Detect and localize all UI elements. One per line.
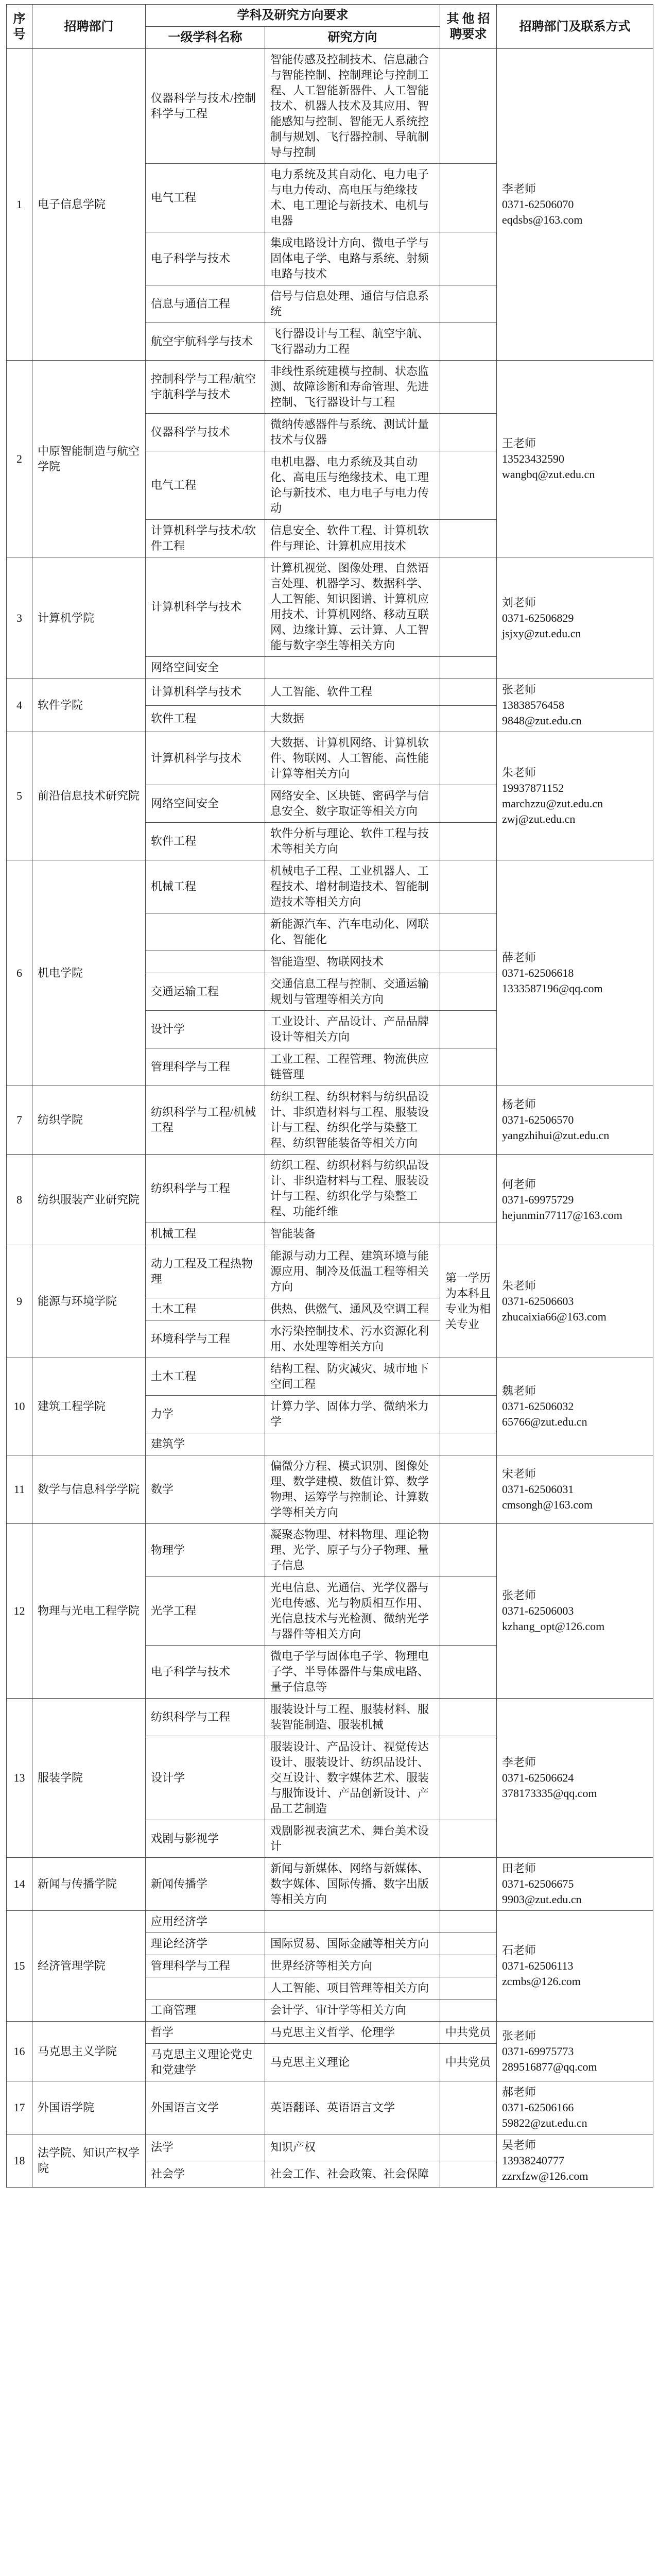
research-direction: 计算机视觉、图像处理、自然语言处理、机器学习、数据科学、人工智能、知识图谱、计算机应用技术、计算机网络、移动互联网、边缘计算、云计算、人工智能与数字孪生等相关方向 xyxy=(265,557,440,657)
contact-info xyxy=(497,1455,653,1524)
unit-name: 前沿信息技术研究院 xyxy=(32,732,146,860)
research-direction: 非线性系统建模与控制、状态监测、故障诊断和寿命管理、先进控制、飞行器设计与工程 xyxy=(265,361,440,414)
unit-number: 6 xyxy=(7,860,32,1086)
contact-info xyxy=(497,1155,653,1245)
other-requirement xyxy=(440,1577,497,1646)
other-requirement xyxy=(440,732,497,785)
research-direction: 智能装备 xyxy=(265,1223,440,1245)
contact-person: 薛老师 xyxy=(502,951,536,964)
other-requirement xyxy=(440,785,497,823)
table-row xyxy=(7,732,653,785)
contact-line: 0371-62506618 xyxy=(502,966,574,979)
research-direction: 人工智能、项目管理等相关方向 xyxy=(265,1977,440,1999)
discipline-name xyxy=(146,913,265,951)
contact-info xyxy=(497,2134,653,2188)
contact-line: zhucaixia66@163.com xyxy=(502,1310,606,1323)
other-requirement xyxy=(440,705,497,732)
research-direction: 信号与信息处理、通信与信息系统 xyxy=(265,285,440,323)
other-requirement: 中共党员 xyxy=(440,2022,497,2044)
discipline-name: 仪器科学与技术/控制科学与工程 xyxy=(146,49,265,164)
unit-name: 机电学院 xyxy=(32,860,146,1086)
discipline-name: 力学 xyxy=(146,1396,265,1433)
unit-name: 计算机学院 xyxy=(32,557,146,679)
discipline-name: 马克思主义理论党史和党建学 xyxy=(146,2044,265,2081)
contact-line: 0371-62506113 xyxy=(502,1959,574,1972)
research-direction: 纺织工程、纺织材料与纺织品设计、非织造材料与工程、服装设计与工程、纺织化学与染整工程、纺织智能装备等相关方向 xyxy=(265,1086,440,1155)
research-direction: 计算力学、固体力学、微纳米力学 xyxy=(265,1396,440,1433)
other-requirement xyxy=(440,1396,497,1433)
other-requirement xyxy=(440,913,497,951)
other-requirement xyxy=(440,1736,497,1820)
contact-line: 0371-62506031 xyxy=(502,1483,574,1496)
table-row xyxy=(7,1858,653,1911)
discipline-name: 网络空间安全 xyxy=(146,657,265,679)
unit-name: 纺织学院 xyxy=(32,1086,146,1155)
contact-line: 0371-62506070 xyxy=(502,198,574,211)
contact-line: 0371-69975729 xyxy=(502,1193,574,1206)
discipline-name: 建筑学 xyxy=(146,1433,265,1455)
contact-person: 朱老师 xyxy=(502,766,536,779)
research-direction: 能源与动力工程、建筑环境与能源应用、制冷及低温工程等相关方向 xyxy=(265,1245,440,1298)
contact-line: 289516877@qq.com xyxy=(502,2060,597,2073)
research-direction: 偏微分方程、模式识别、图像处理、数学建模、数值计算、数学物理、运筹学与控制论、计算数学等相关方向 xyxy=(265,1455,440,1524)
discipline-name: 管理科学与工程 xyxy=(146,1955,265,1977)
header-no: 序号 xyxy=(7,5,32,49)
discipline-name: 理论经济学 xyxy=(146,1933,265,1955)
discipline-name: 计算机科学与技术 xyxy=(146,557,265,657)
contact-info xyxy=(497,2022,653,2081)
discipline-name: 纺织科学与工程 xyxy=(146,1155,265,1223)
discipline-name: 土木工程 xyxy=(146,1358,265,1396)
research-direction: 会计学、审计学等相关方向 xyxy=(265,1999,440,2022)
research-direction: 集成电路设计方向、微电子学与固体电子学、电路与系统、射频电路与技术 xyxy=(265,232,440,285)
other-requirement xyxy=(440,1977,497,1999)
unit-name: 外国语学院 xyxy=(32,2081,146,2134)
discipline-name: 纺织科学与工程 xyxy=(146,1699,265,1736)
discipline-name xyxy=(146,1977,265,1999)
contact-line: 65766@zut.edu.cn xyxy=(502,1415,587,1428)
discipline-name: 软件工程 xyxy=(146,823,265,860)
contact-person: 杨老师 xyxy=(502,1098,536,1111)
contact-info xyxy=(497,1358,653,1455)
unit-number: 12 xyxy=(7,1524,32,1699)
discipline-name: 法学 xyxy=(146,2134,265,2161)
discipline-name: 电子科学与技术 xyxy=(146,232,265,285)
table-row xyxy=(7,1155,653,1223)
research-direction: 微纳传感器件与系统、测试计量技术与仪器 xyxy=(265,414,440,451)
unit-name: 服装学院 xyxy=(32,1699,146,1858)
contact-person: 李老师 xyxy=(502,182,536,195)
contact-person: 张老师 xyxy=(502,1589,536,1602)
contact-person: 张老师 xyxy=(502,683,536,696)
other-requirement xyxy=(440,1820,497,1858)
table-row xyxy=(7,1699,653,1736)
unit-name: 能源与环境学院 xyxy=(32,1245,146,1358)
table-row xyxy=(7,1524,653,1577)
discipline-name: 设计学 xyxy=(146,1736,265,1820)
unit-name: 纺织服装产业研究院 xyxy=(32,1155,146,1245)
contact-line: 59822@zut.edu.cn xyxy=(502,2116,587,2129)
research-direction: 大数据、计算机网络、计算机软件、物联网、人工智能、高性能计算等相关方向 xyxy=(265,732,440,785)
table-row xyxy=(7,2134,653,2161)
contact-line: 0371-69975773 xyxy=(502,2044,574,2058)
contact-line: 0371-62506624 xyxy=(502,1771,574,1784)
other-requirement xyxy=(440,1699,497,1736)
other-requirement xyxy=(440,232,497,285)
discipline-name xyxy=(146,951,265,973)
discipline-name: 电气工程 xyxy=(146,451,265,520)
discipline-name: 纺织科学与工程/机械工程 xyxy=(146,1086,265,1155)
header-direction: 研究方向 xyxy=(265,27,440,49)
table-row xyxy=(7,1911,653,1933)
unit-number: 16 xyxy=(7,2022,32,2081)
unit-name: 经济管理学院 xyxy=(32,1911,146,2022)
header-unit: 招聘部门 xyxy=(32,5,146,49)
contact-person: 朱老师 xyxy=(502,1279,536,1292)
other-requirement xyxy=(440,1999,497,2022)
other-requirement xyxy=(440,657,497,679)
contact-line: kzhang_opt@126.com xyxy=(502,1620,605,1633)
unit-number: 7 xyxy=(7,1086,32,1155)
discipline-name: 计算机科学与技术 xyxy=(146,679,265,706)
table-row xyxy=(7,557,653,657)
table-row xyxy=(7,361,653,414)
other-requirement xyxy=(440,679,497,706)
unit-number: 17 xyxy=(7,2081,32,2134)
discipline-name: 电子科学与技术 xyxy=(146,1646,265,1699)
research-direction: 机械电子工程、工业机器人、工程技术、增材制造技术、智能制造技术等相关方向 xyxy=(265,860,440,913)
research-direction: 服装设计与工程、服装材料、服装智能制造、服装机械 xyxy=(265,1699,440,1736)
table-row xyxy=(7,49,653,164)
other-requirement xyxy=(440,1358,497,1396)
contact-info xyxy=(497,2081,653,2134)
research-direction xyxy=(265,1911,440,1933)
contact-line: 0371-62506603 xyxy=(502,1295,574,1308)
contact-line: 0371-62506166 xyxy=(502,2101,574,2114)
contact-person: 田老师 xyxy=(502,1862,536,1875)
other-requirement xyxy=(440,557,497,657)
research-direction: 服装设计、产品设计、视觉传达设计、服装设计、纺织品设计、交互设计、数字媒体艺术、服装与服饰设计、产品创新设计、产品工艺制造 xyxy=(265,1736,440,1820)
research-direction: 社会工作、社会政策、社会保障 xyxy=(265,2161,440,2188)
contact-person: 郝老师 xyxy=(502,2086,536,2098)
research-direction: 智能传感及控制技术、信息融合与智能控制、控制理论与控制工程、人工智能新器件、人工智能技术、机器人技术及其应用、智能感知与控制、智能无人系统控制与规划、飞行器控制、导航制导与控制 xyxy=(265,49,440,164)
research-direction: 人工智能、软件工程 xyxy=(265,679,440,706)
other-requirement xyxy=(440,951,497,973)
research-direction: 微电子学与固体电子学、物理电子学、半导体器件与集成电路、量子信息等 xyxy=(265,1646,440,1699)
discipline-name: 光学工程 xyxy=(146,1577,265,1646)
contact-info xyxy=(497,1699,653,1858)
discipline-name: 电气工程 xyxy=(146,164,265,232)
contact-info xyxy=(497,557,653,679)
discipline-name: 社会学 xyxy=(146,2161,265,2188)
other-requirement xyxy=(440,1858,497,1911)
discipline-name: 工商管理 xyxy=(146,1999,265,2022)
discipline-name: 物理学 xyxy=(146,1524,265,1577)
contact-person: 刘老师 xyxy=(502,596,536,609)
other-requirement xyxy=(440,1455,497,1524)
other-requirement xyxy=(440,2081,497,2134)
other-requirement xyxy=(440,1086,497,1155)
table-row xyxy=(7,1086,653,1155)
table-row xyxy=(7,2081,653,2134)
discipline-name: 哲学 xyxy=(146,2022,265,2044)
other-requirement xyxy=(440,1155,497,1223)
contact-person: 吴老师 xyxy=(502,2139,536,2151)
research-direction: 工业工程、工程管理、物流供应链管理 xyxy=(265,1048,440,1086)
contact-info xyxy=(497,1524,653,1699)
unit-number: 18 xyxy=(7,2134,32,2188)
contact-info xyxy=(497,1858,653,1911)
research-direction: 马克思主义哲学、伦理学 xyxy=(265,2022,440,2044)
unit-number: 1 xyxy=(7,49,32,361)
contact-line: marchzzu@zut.edu.cn xyxy=(502,797,603,810)
contact-line: yangzhihui@zut.edu.cn xyxy=(502,1129,610,1142)
unit-name: 数学与信息科学学院 xyxy=(32,1455,146,1524)
research-direction: 软件分析与理论、软件工程与技术等相关方向 xyxy=(265,823,440,860)
other-requirement xyxy=(440,1955,497,1977)
other-requirement: 第一学历为本科且专业为相关专业 xyxy=(440,1245,497,1358)
research-direction: 凝聚态物理、材料物理、理论物理、光学、原子与分子物理、量子信息 xyxy=(265,1524,440,1577)
contact-line: 9848@zut.edu.cn xyxy=(502,714,582,727)
research-direction: 戏剧影视表演艺术、舞台美术设计 xyxy=(265,1820,440,1858)
other-requirement xyxy=(440,1048,497,1086)
research-direction: 马克思主义理论 xyxy=(265,2044,440,2081)
contact-line: 13523432590 xyxy=(502,452,564,465)
contact-info xyxy=(497,1911,653,2022)
research-direction: 供热、供燃气、通风及空调工程 xyxy=(265,1298,440,1320)
research-direction: 工业设计、产品设计、产品品牌设计等相关方向 xyxy=(265,1011,440,1048)
discipline-name: 环境科学与工程 xyxy=(146,1320,265,1358)
table-row xyxy=(7,1455,653,1524)
recruitment-table xyxy=(6,4,653,2188)
discipline-name: 数学 xyxy=(146,1455,265,1524)
contact-person: 石老师 xyxy=(502,1944,536,1957)
unit-name: 马克思主义学院 xyxy=(32,2022,146,2081)
table-body xyxy=(7,49,653,2188)
header-requirement-group: 学科及研究方向要求 xyxy=(146,5,440,27)
research-direction: 网络安全、区块链、密码学与信息安全、数字取证等相关方向 xyxy=(265,785,440,823)
research-direction xyxy=(265,1433,440,1455)
contact-line: 9903@zut.edu.cn xyxy=(502,1893,582,1906)
unit-number: 10 xyxy=(7,1358,32,1455)
discipline-name: 戏剧与影视学 xyxy=(146,1820,265,1858)
research-direction: 信息安全、软件工程、计算机软件与理论、计算机应用技术 xyxy=(265,520,440,557)
contact-line: 19937871152 xyxy=(502,782,564,794)
discipline-name: 信息与通信工程 xyxy=(146,285,265,323)
contact-line: zcmbs@126.com xyxy=(502,1975,581,1988)
contact-info xyxy=(497,860,653,1086)
unit-number: 5 xyxy=(7,732,32,860)
contact-line: 13938240777 xyxy=(502,2154,564,2167)
other-requirement: 中共党员 xyxy=(440,2044,497,2081)
unit-number: 11 xyxy=(7,1455,32,1524)
contact-person: 王老师 xyxy=(502,436,536,450)
discipline-name: 计算机科学与技术/软件工程 xyxy=(146,520,265,557)
other-requirement xyxy=(440,1223,497,1245)
contact-line: jsjxy@zut.edu.cn xyxy=(502,626,581,640)
other-requirement xyxy=(440,1524,497,1577)
other-requirement xyxy=(440,1433,497,1455)
discipline-name: 交通运输工程 xyxy=(146,973,265,1011)
contact-info xyxy=(497,732,653,860)
discipline-name: 外国语言文学 xyxy=(146,2081,265,2134)
discipline-name: 土木工程 xyxy=(146,1298,265,1320)
table-row xyxy=(7,679,653,706)
contact-line: 1333587196@qq.com xyxy=(502,981,603,995)
unit-number: 4 xyxy=(7,679,32,732)
header-other: 其 他 招 聘要求 xyxy=(440,5,497,49)
discipline-name: 应用经济学 xyxy=(146,1911,265,1933)
contact-line: 0371-62506829 xyxy=(502,611,574,624)
unit-number: 13 xyxy=(7,1699,32,1858)
table-row xyxy=(7,2022,653,2044)
table-header xyxy=(7,5,653,49)
research-direction: 新闻与新媒体、网络与新媒体、数字媒体、国际传播、数字出版等相关方向 xyxy=(265,1858,440,1911)
other-requirement xyxy=(440,285,497,323)
contact-line: 0371-62506570 xyxy=(502,1113,574,1126)
unit-number: 15 xyxy=(7,1911,32,2022)
contact-line: 378173335@qq.com xyxy=(502,1787,597,1800)
other-requirement xyxy=(440,973,497,1011)
contact-person: 张老师 xyxy=(502,2029,536,2042)
contact-info xyxy=(497,1086,653,1155)
unit-name: 中原智能制造与航空学院 xyxy=(32,361,146,557)
research-direction: 新能源汽车、汽车电动化、网联化、智能化 xyxy=(265,913,440,951)
table-row xyxy=(7,1245,653,1298)
contact-line: 0371-62506675 xyxy=(502,1877,574,1890)
other-requirement xyxy=(440,323,497,361)
other-requirement xyxy=(440,823,497,860)
other-requirement xyxy=(440,1933,497,1955)
contact-person: 何老师 xyxy=(502,1177,536,1191)
contact-line: 0371-62506003 xyxy=(502,1604,574,1617)
other-requirement xyxy=(440,1911,497,1933)
discipline-name: 仪器科学与技术 xyxy=(146,414,265,451)
contact-info xyxy=(497,361,653,557)
unit-number: 9 xyxy=(7,1245,32,1358)
unit-name: 建筑工程学院 xyxy=(32,1358,146,1455)
contact-info xyxy=(497,679,653,732)
discipline-name: 航空宇航科学与技术 xyxy=(146,323,265,361)
discipline-name: 网络空间安全 xyxy=(146,785,265,823)
table-row xyxy=(7,860,653,913)
unit-number: 2 xyxy=(7,361,32,557)
contact-line: hejunmin77117@163.com xyxy=(502,1208,622,1222)
research-direction: 英语翻译、英语语言文学 xyxy=(265,2081,440,2134)
other-requirement xyxy=(440,860,497,913)
research-direction: 电力系统及其自动化、电力电子与电力传动、高电压与绝缘技术、电工理论与新技术、电机与电器 xyxy=(265,164,440,232)
contact-line: cmsongh@163.com xyxy=(502,1498,593,1511)
research-direction: 国际贸易、国际金融等相关方向 xyxy=(265,1933,440,1955)
contact-person: 李老师 xyxy=(502,1756,536,1769)
header-contact: 招聘部门及联系方式 xyxy=(497,5,653,49)
discipline-name: 软件工程 xyxy=(146,705,265,732)
research-direction: 光电信息、光通信、光学仪器与光电传感、光与物质相互作用、光信息技术与光检测、微纳光学与器件等相关方向 xyxy=(265,1577,440,1646)
research-direction xyxy=(265,657,440,679)
discipline-name: 计算机科学与技术 xyxy=(146,732,265,785)
header-major: 一级学科名称 xyxy=(146,27,265,49)
research-direction: 水污染控制技术、污水资源化利用、水处理等相关方向 xyxy=(265,1320,440,1358)
discipline-name: 控制科学与工程/航空宇航科学与技术 xyxy=(146,361,265,414)
contact-person: 宋老师 xyxy=(502,1467,536,1480)
unit-number: 3 xyxy=(7,557,32,679)
other-requirement xyxy=(440,361,497,414)
research-direction: 交通信息工程与控制、交通运输规划与管理等相关方向 xyxy=(265,973,440,1011)
contact-person: 魏老师 xyxy=(502,1384,536,1397)
unit-name: 法学院、知识产权学院 xyxy=(32,2134,146,2188)
other-requirement xyxy=(440,164,497,232)
contact-line: wangbq@zut.edu.cn xyxy=(502,467,595,481)
contact-info xyxy=(497,1245,653,1358)
other-requirement xyxy=(440,49,497,164)
research-direction: 纺织工程、纺织材料与纺织品设计、非织造材料与工程、服装设计与工程、纺织化学与染整工程、功能纤维 xyxy=(265,1155,440,1223)
contact-info xyxy=(497,49,653,361)
research-direction: 智能造型、物联网技术 xyxy=(265,951,440,973)
unit-number: 8 xyxy=(7,1155,32,1245)
contact-line: 13838576458 xyxy=(502,699,564,711)
contact-line: zzrxfzw@126.com xyxy=(502,2170,588,2182)
unit-name: 物理与光电工程学院 xyxy=(32,1524,146,1699)
discipline-name: 新闻传播学 xyxy=(146,1858,265,1911)
research-direction: 知识产权 xyxy=(265,2134,440,2161)
research-direction: 电机电器、电力系统及其自动化、高电压与绝缘技术、电工理论与新技术、电力电子与电力传动 xyxy=(265,451,440,520)
research-direction: 飞行器设计与工程、航空宇航、飞行器动力工程 xyxy=(265,323,440,361)
discipline-name: 管理科学与工程 xyxy=(146,1048,265,1086)
discipline-name: 设计学 xyxy=(146,1011,265,1048)
table-row xyxy=(7,1358,653,1396)
research-direction: 结构工程、防灾减灾、城市地下空间工程 xyxy=(265,1358,440,1396)
other-requirement xyxy=(440,1646,497,1699)
unit-name: 软件学院 xyxy=(32,679,146,732)
other-requirement xyxy=(440,520,497,557)
unit-number: 14 xyxy=(7,1858,32,1911)
discipline-name: 机械工程 xyxy=(146,1223,265,1245)
discipline-name: 机械工程 xyxy=(146,860,265,913)
contact-line: 0371-62506032 xyxy=(502,1400,574,1413)
contact-line: eqdsbs@163.com xyxy=(502,213,583,226)
other-requirement xyxy=(440,414,497,451)
other-requirement xyxy=(440,2161,497,2188)
contact-line: zwj@zut.edu.cn xyxy=(502,812,576,825)
research-direction: 世界经济等相关方向 xyxy=(265,1955,440,1977)
other-requirement xyxy=(440,2134,497,2161)
discipline-name: 动力工程及工程热物理 xyxy=(146,1245,265,1298)
other-requirement xyxy=(440,1011,497,1048)
unit-name: 电子信息学院 xyxy=(32,49,146,361)
unit-name: 新闻与传播学院 xyxy=(32,1858,146,1911)
other-requirement xyxy=(440,451,497,520)
research-direction: 大数据 xyxy=(265,705,440,732)
